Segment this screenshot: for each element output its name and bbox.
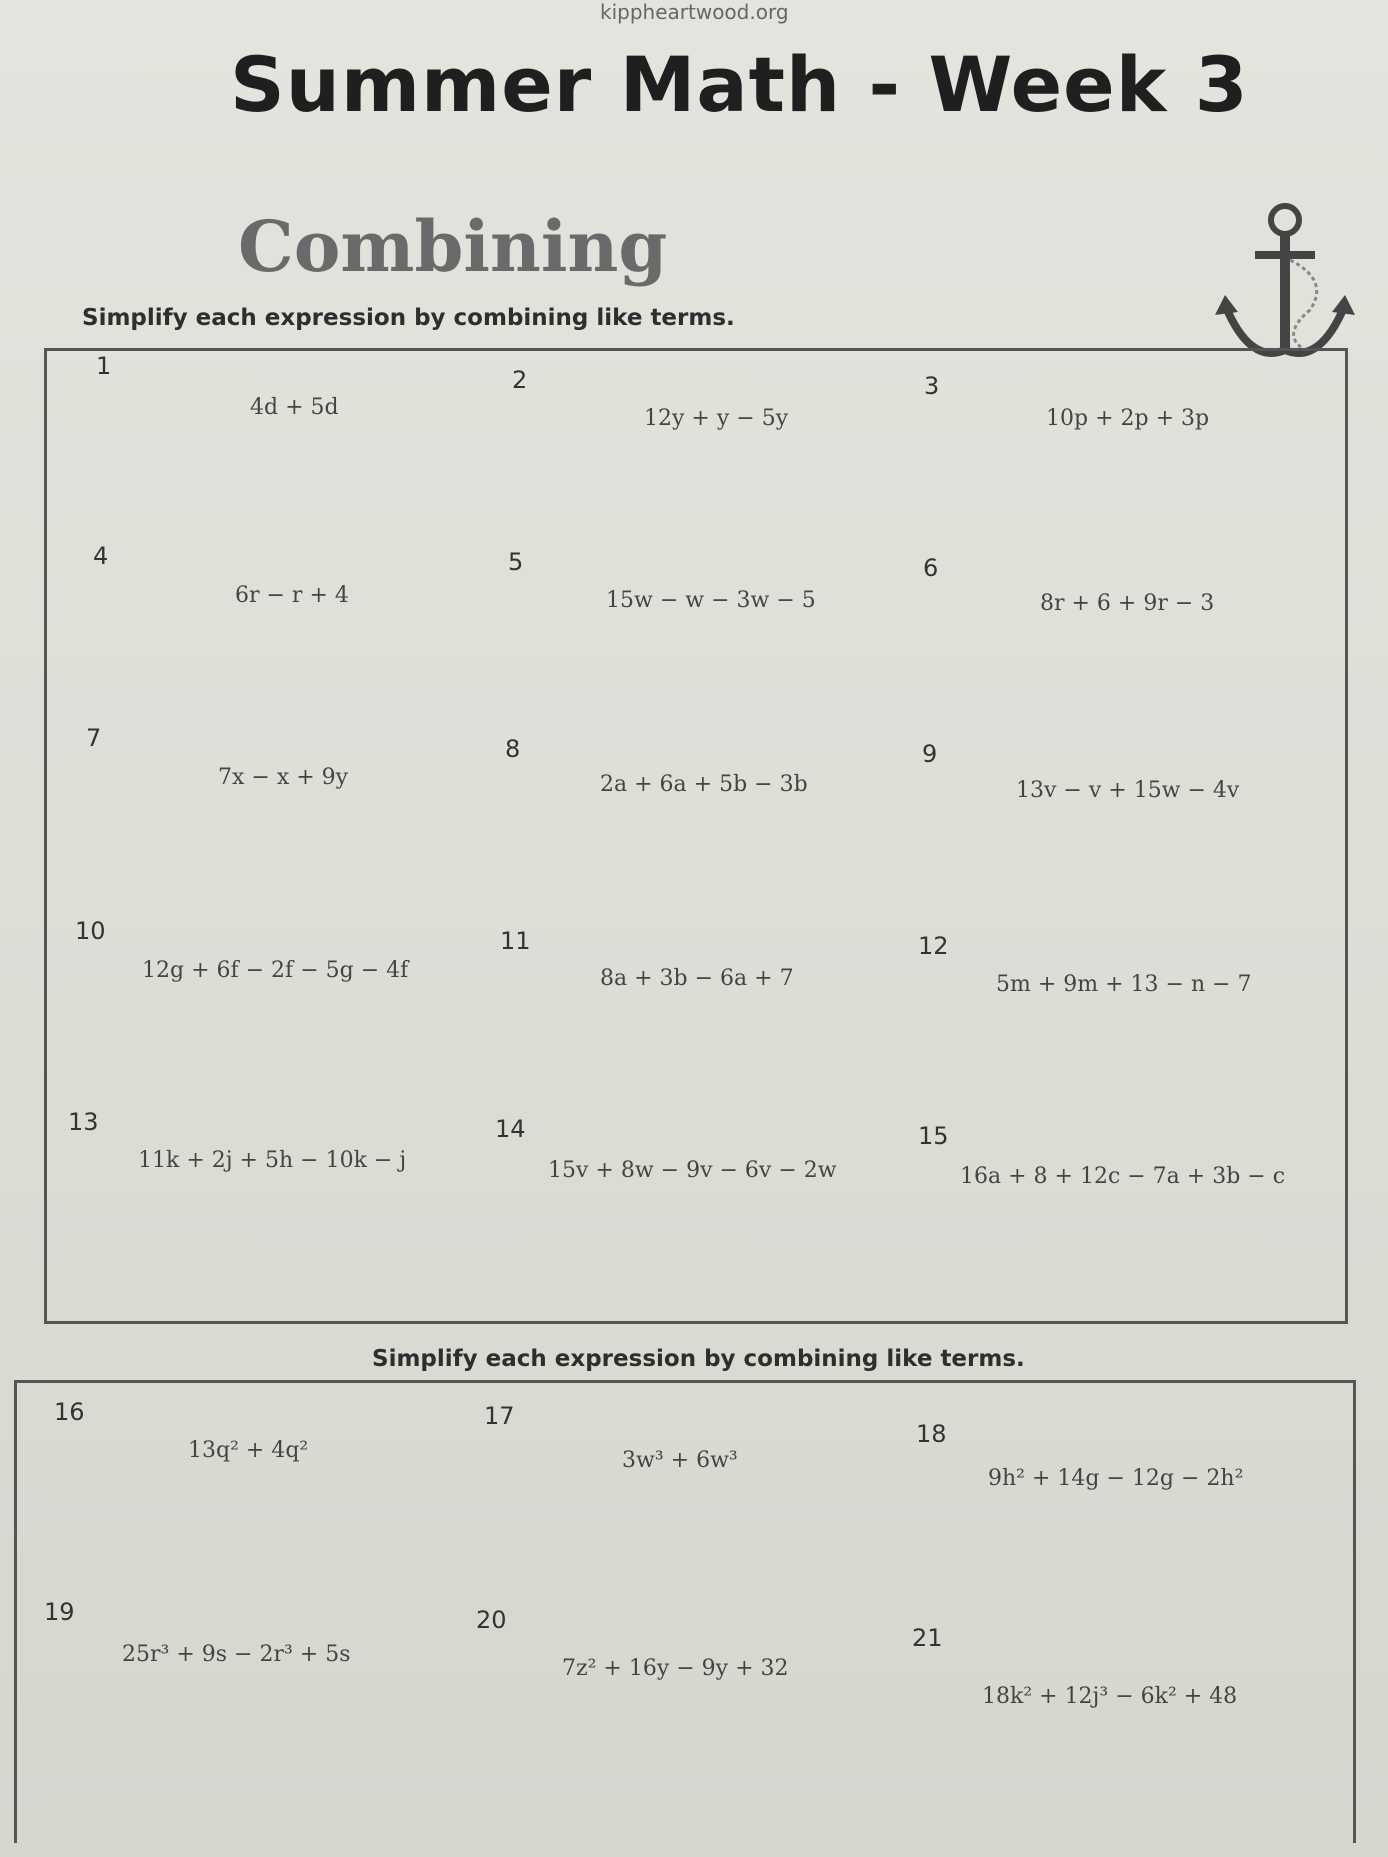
problem-expression: 12g + 6f − 2f − 5g − 4f: [142, 958, 409, 983]
problem-number: 12: [918, 932, 949, 960]
section-title: Combining: [238, 205, 668, 288]
problem-number: 3: [924, 372, 940, 400]
problem-expression: 10p + 2p + 3p: [1046, 406, 1210, 431]
problem-number: 13: [68, 1108, 99, 1136]
problem-expression: 11k + 2j + 5h − 10k − j: [138, 1148, 407, 1173]
problem-number: 19: [44, 1598, 75, 1626]
problem-number: 5: [508, 548, 524, 576]
problem-number: 11: [500, 927, 531, 955]
instructions-part2: Simplify each expression by combining like terms.: [372, 1346, 1025, 1372]
problem-expression: 8r + 6 + 9r − 3: [1040, 591, 1215, 616]
problem-number: 20: [476, 1606, 507, 1634]
problem-expression: 3w³ + 6w³: [622, 1448, 738, 1473]
problem-expression: 7x − x + 9y: [218, 765, 349, 790]
problem-number: 17: [484, 1402, 515, 1430]
problem-expression: 5m + 9m + 13 − n − 7: [996, 972, 1252, 997]
problem-number: 15: [918, 1122, 949, 1150]
problem-number: 4: [93, 542, 109, 570]
problem-expression: 18k² + 12j³ − 6k² + 48: [982, 1684, 1238, 1709]
problem-number: 10: [75, 917, 106, 945]
problem-expression: 15w − w − 3w − 5: [606, 588, 816, 613]
problem-expression: 4d + 5d: [250, 395, 339, 420]
problem-number: 8: [505, 735, 521, 763]
problem-number: 6: [923, 554, 939, 582]
problem-expression: 7z² + 16y − 9y + 32: [562, 1656, 789, 1681]
problem-expression: 9h² + 14g − 12g − 2h²: [988, 1466, 1244, 1491]
problem-expression: 25r³ + 9s − 2r³ + 5s: [122, 1642, 351, 1667]
problem-number: 18: [916, 1420, 947, 1448]
problem-expression: 13v − v + 15w − 4v: [1016, 778, 1240, 803]
problem-number: 16: [54, 1398, 85, 1426]
problem-expression: 8a + 3b − 6a + 7: [600, 966, 794, 991]
problem-expression: 12y + y − 5y: [644, 406, 789, 431]
problem-expression: 6r − r + 4: [235, 583, 349, 608]
problem-expression: 16a + 8 + 12c − 7a + 3b − c: [960, 1164, 1286, 1189]
instructions-part1: Simplify each expression by combining like terms.: [82, 305, 735, 331]
page-title: Summer Math - Week 3: [230, 40, 1249, 129]
problem-expression: 2a + 6a + 5b − 3b: [600, 772, 808, 797]
problem-number: 14: [495, 1115, 526, 1143]
page-url: kippheartwood.org: [600, 0, 789, 24]
problem-number: 9: [922, 740, 938, 768]
problem-number: 1: [96, 352, 112, 380]
problem-number: 7: [86, 724, 102, 752]
problem-expression: 15v + 8w − 9v − 6v − 2w: [548, 1158, 837, 1183]
problem-number: 21: [912, 1624, 943, 1652]
problem-expression: 13q² + 4q²: [188, 1438, 309, 1463]
problem-number: 2: [512, 366, 528, 394]
